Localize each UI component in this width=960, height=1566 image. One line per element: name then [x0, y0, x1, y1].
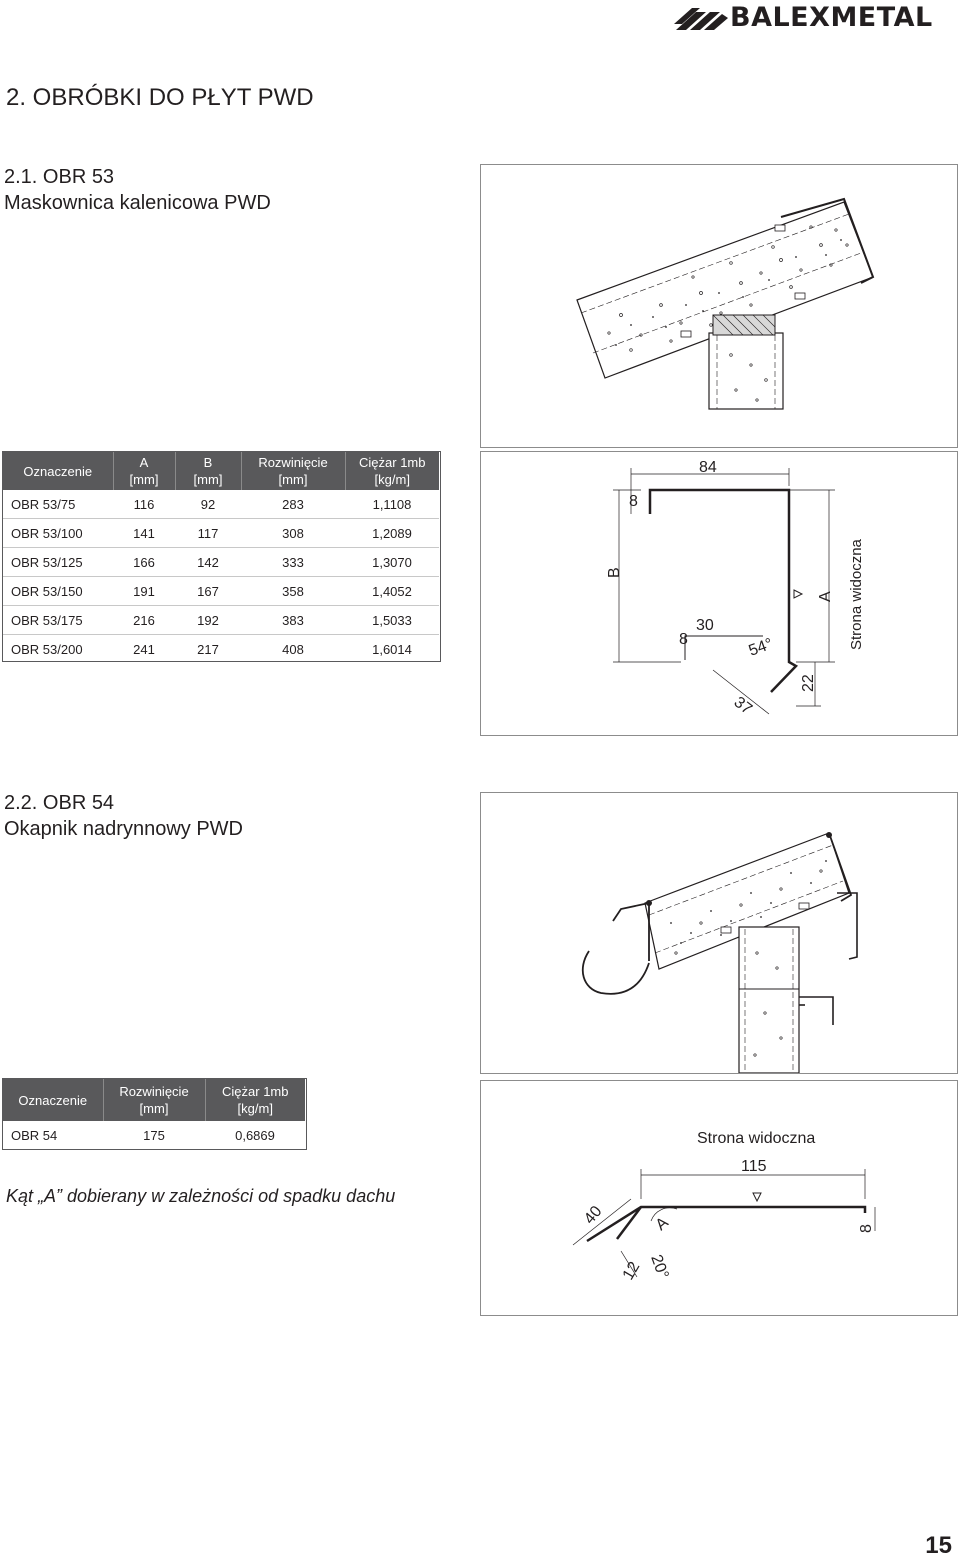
table-cell: 117: [175, 519, 241, 548]
table-row: [3, 635, 439, 664]
table-row: [3, 548, 439, 577]
dim-30: 30: [696, 617, 714, 634]
table-cell: 192: [175, 606, 241, 635]
table-cell: OBR 54: [11, 1127, 58, 1143]
column-header: Oznaczenie: [3, 452, 113, 490]
brand-logo: [672, 2, 954, 38]
dim-8-top: 8: [629, 493, 638, 510]
table-cell: OBR 53/175: [3, 606, 113, 635]
table-cell: OBR 53/200: [11, 641, 83, 657]
table-cell: 358: [241, 577, 345, 606]
angle-note: Kąt „A” dobierany w zależności od spadku dachu: [6, 1186, 396, 1206]
table-cell: 383: [241, 606, 345, 635]
dim-8-inner: 8: [679, 631, 688, 648]
obr53-table: [3, 452, 439, 663]
obr54-section-drawing: [480, 792, 958, 1074]
dim-b: B: [606, 567, 623, 578]
table-cell: 308: [241, 519, 345, 548]
table-cell: 1,2089: [345, 519, 439, 548]
table-row: [3, 606, 439, 635]
table-cell: 408: [282, 641, 304, 657]
obr54-profile-drawing: [480, 1080, 958, 1316]
table-cell: 167: [175, 577, 241, 606]
table-header-row: [3, 452, 439, 490]
table-cell: 116: [113, 490, 175, 519]
brand-name: BALEXMETAL: [730, 2, 933, 33]
table-cell: 1,6014: [372, 641, 412, 657]
table-cell: 0,6869: [235, 1127, 275, 1143]
table-cell: 1,1108: [345, 490, 439, 519]
column-header: Rozwinięcie [mm]: [241, 452, 345, 490]
obr54-name: Okapnik nadrynnowy PWD: [4, 818, 243, 840]
table-row: [3, 1121, 305, 1149]
table-cell: 175: [143, 1127, 165, 1143]
table-row: [3, 519, 439, 548]
table-cell: OBR 53/125: [3, 548, 113, 577]
table-cell: 92: [175, 490, 241, 519]
obr54-table: [3, 1079, 305, 1149]
visible-side-label: Strona widoczna: [697, 1130, 816, 1147]
obr53-section-drawing: [480, 164, 958, 448]
obr54-number: 2.2. OBR 54: [4, 792, 115, 814]
column-header: Rozwinięcie [mm]: [103, 1079, 205, 1121]
table-header-row: [3, 1079, 305, 1121]
dim-37: 37: [730, 693, 756, 719]
dim-40: 40: [581, 1203, 606, 1228]
table-cell: 216: [113, 606, 175, 635]
dim-angle-20: 20°: [647, 1252, 672, 1282]
table-row: [3, 577, 439, 606]
visible-side-label: Strona widoczna: [848, 539, 865, 650]
table-cell: 1,5033: [345, 606, 439, 635]
dim-84: 84: [699, 459, 717, 476]
table-cell: OBR 53/75: [3, 490, 113, 519]
dim-8-end: 8: [858, 1224, 875, 1233]
table-cell: 241: [133, 641, 155, 657]
dim-angle-54: 54°: [746, 635, 776, 660]
obr53-name: Maskownica kalenicowa PWD: [4, 192, 271, 214]
table-cell: 1,4052: [345, 577, 439, 606]
column-header: Ciężar 1mb [kg/m]: [205, 1079, 305, 1121]
page-number: 15: [925, 1532, 952, 1559]
table-cell: 1,3070: [345, 548, 439, 577]
column-header: Oznaczenie: [3, 1079, 103, 1121]
obr53-profile-drawing: [480, 451, 958, 736]
dim-angle-a: A: [652, 1214, 672, 1235]
logo-mark-icon: [672, 2, 728, 38]
table-cell: 141: [113, 519, 175, 548]
obr53-number: 2.1. OBR 53: [4, 166, 115, 188]
table-cell: OBR 53/150: [3, 577, 113, 606]
table-cell: 191: [113, 577, 175, 606]
dim-12: 12: [619, 1259, 644, 1283]
table-cell: 166: [113, 548, 175, 577]
column-header: B [mm]: [175, 452, 241, 490]
column-header: Ciężar 1mb [kg/m]: [345, 452, 439, 490]
dim-22: 22: [800, 674, 817, 692]
table-cell: OBR 53/100: [3, 519, 113, 548]
dim-a: A: [817, 591, 834, 602]
table-cell: 217: [197, 641, 219, 657]
column-header: A [mm]: [113, 452, 175, 490]
section-title: 2. OBRÓBKI DO PŁYT PWD: [6, 84, 314, 111]
table-row: [3, 490, 439, 519]
table-cell: 283: [241, 490, 345, 519]
table-cell: 333: [241, 548, 345, 577]
dim-115: 115: [741, 1158, 767, 1175]
table-cell: 142: [175, 548, 241, 577]
